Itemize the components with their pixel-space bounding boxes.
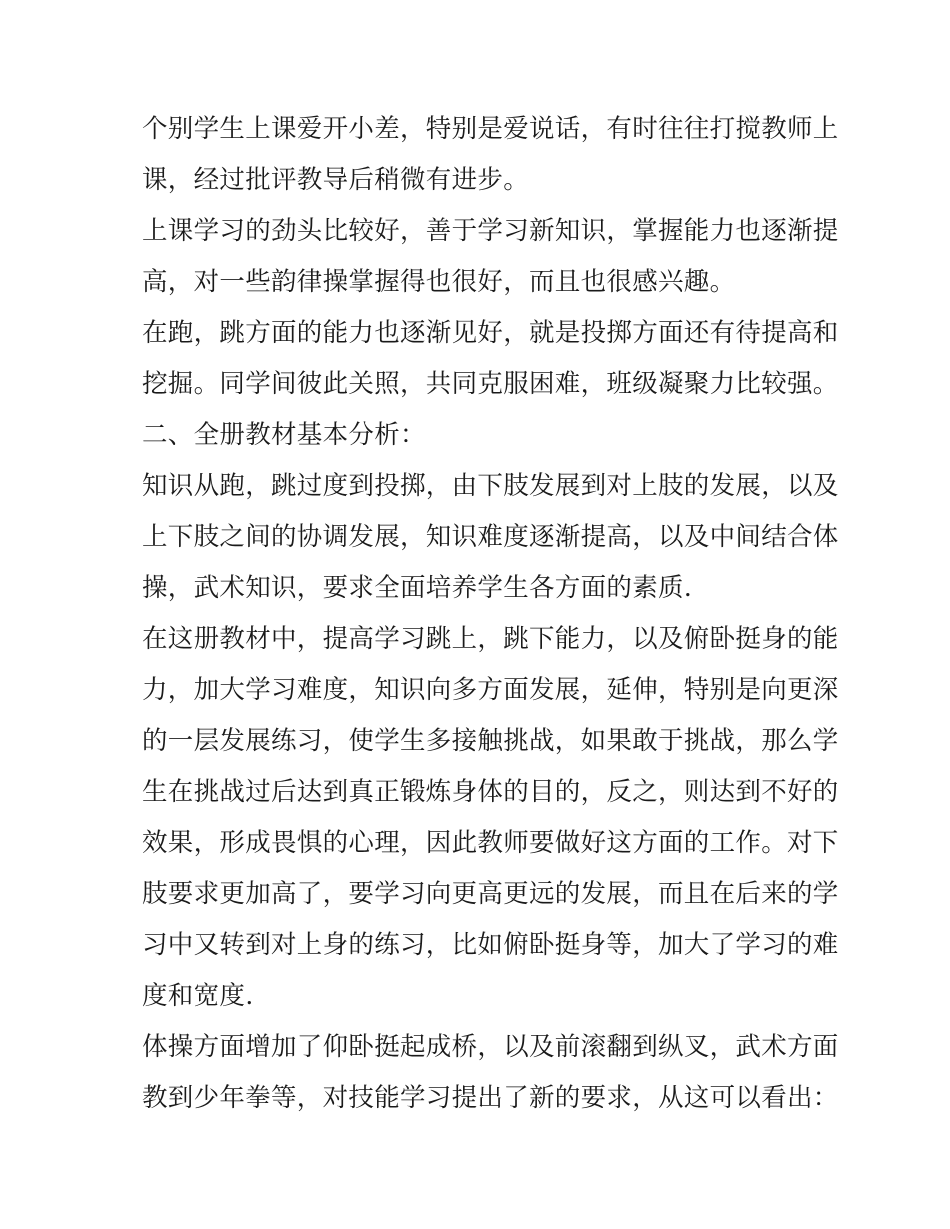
text-line: 操，武术知识，要求全面培养学生各方面的素质. [142,573,693,603]
text-line: 教到少年拳等，对技能学习提出了新的要求，从这可以看出： [142,1083,839,1113]
section-heading: 二、全册教材基本分析： [142,420,426,450]
text-line: 力，加大学习难度，知识向多方面发展，延伸，特别是向更深 [142,675,839,705]
text-line: 习中又转到对上身的练习，比如俯卧挺身等，加大了学习的难 [142,930,839,960]
text-line: 效果，形成畏惧的心理，因此教师要做好这方面的工作。对下 [142,828,839,858]
text-line: 在跑，跳方面的能力也逐渐见好，就是投掷方面还有待提高和 [142,318,839,348]
text-line: 度和宽度. [142,981,254,1011]
text-line: 知识从跑，跳过度到投掷，由下肢发展到对上肢的发展，以及 [142,471,839,501]
text-line: 在这册教材中，提高学习跳上，跳下能力，以及俯卧挺身的能 [142,624,839,654]
text-line: 挖掘。同学间彼此关照，共同克服困难，班级凝聚力比较强。 [142,369,839,399]
text-line: 的一层发展练习，使学生多接触挑战，如果敢于挑战，那么学 [142,726,839,756]
text-line: 高，对一些韵律操掌握得也很好，而且也很感兴趣。 [142,267,736,297]
text-line: 体操方面增加了仰卧挺起成桥，以及前滚翻到纵叉，武术方面 [142,1032,839,1062]
text-line: 上下肢之间的协调发展，知识难度逐渐提高，以及中间结合体 [142,522,839,552]
body-text [142,104,839,1124]
text-line: 生在挑战过后达到真正锻炼身体的目的，反之，则达到不好的 [142,777,839,807]
text-line: 肢要求更加高了，要学习向更高更远的发展，而且在后来的学 [142,879,839,909]
text-line: 课，经过批评教导后稍微有进步。 [142,165,530,195]
text-line: 个别学生上课爱开小差，特别是爱说话，有时往往打搅教师上 [142,114,839,144]
text-line: 上课学习的劲头比较好，善于学习新知识，掌握能力也逐渐提 [142,216,839,246]
